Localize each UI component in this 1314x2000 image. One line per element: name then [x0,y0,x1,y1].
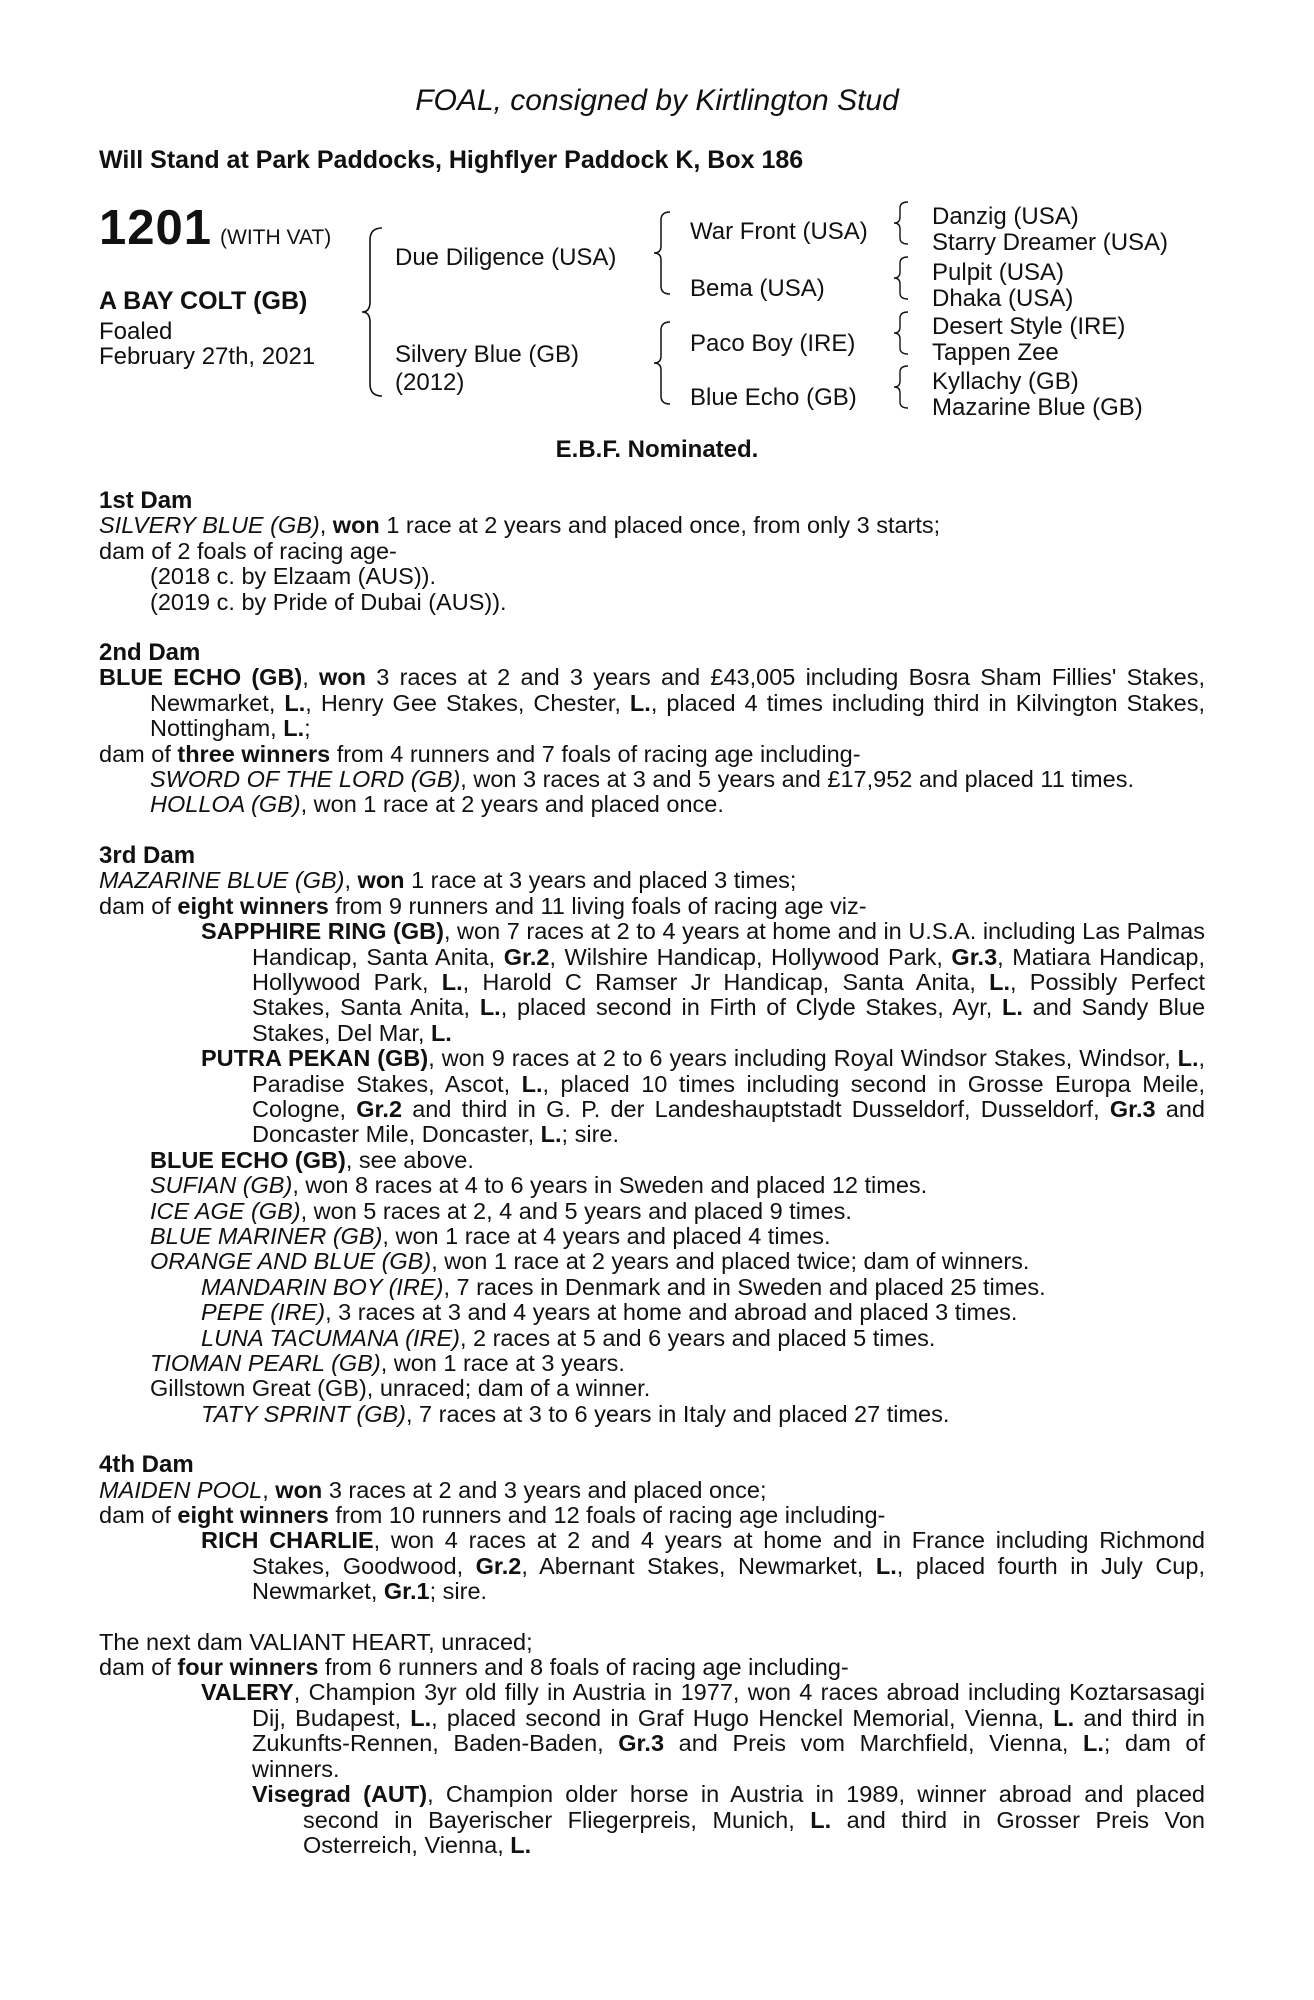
first-dam-record: SILVERY BLUE (GB), won 1 race at 2 years and placed once, from only 3 starts; [99,512,941,539]
progeny-entry [99,1249,1205,1274]
foaled-date: February 27th, 2021 [99,343,316,370]
text: and third in Zukunfts-Rennen, Baden-Baden, [252,1704,1205,1757]
text: , won 8 races at 4 to 6 years in Sweden and placed 12 times. [292,1172,928,1199]
listed-label: L. [521,1070,543,1097]
text: , won 1 race at 3 years. [380,1350,625,1376]
grand-progeny-entry [99,1326,1205,1351]
won-label: won [332,512,380,539]
foaled-label: Foaled [99,318,173,345]
group-label: Gr.2 [503,943,550,970]
grand-progeny-entry [99,1402,1205,1427]
listed-label: L. [540,1121,562,1148]
progeny-entry [99,1148,1205,1173]
listed-label: L. [1177,1045,1199,1072]
progeny-name: ORANGE AND BLUE (GB) [150,1248,432,1275]
text: , 2 races at 5 and 6 years and placed 5 times. [459,1324,936,1351]
listed-label: L. [430,1019,452,1046]
progeny-name: TIOMAN PEARL (GB) [150,1350,381,1376]
ebf-nominated: E.B.F. Nominated. [555,436,759,463]
text: from 10 runners and 12 foals of racing age including- [328,1502,886,1529]
progeny-entry: Gillstown Great (GB), unraced; dam of a winner. [150,1375,651,1402]
listed-label: L. [1002,994,1023,1021]
text: , placed 10 times including second in Grosse Europa Meile, Cologne, [252,1070,1205,1122]
third-dam-record: MAZARINE BLUE (GB), won 1 race at 3 years and placed 3 times; [99,867,797,894]
text: , placed 4 times including third in Kilvington Stakes, Nottingham, [150,689,1206,742]
progeny-name: SWORD OF THE LORD (GB) [150,766,461,793]
first-dam-produce: dam of 2 foals of racing age- [99,537,397,564]
group-label: Gr.2 [356,1095,403,1122]
text: from 6 runners and 8 foals of racing age including- [318,1654,849,1681]
winners-count: four winners [177,1654,319,1681]
horse-description: A BAY COLT (GB) [99,287,308,315]
second-dam-name: BLUE ECHO (GB) [99,664,303,691]
pedigree-dam-sire: Paco Boy (IRE) [690,330,856,357]
pedigree-brace-sd [892,255,912,301]
fourth-dam-heading: 4th Dam [99,1451,194,1479]
text: and third in G. P. der Landeshauptstadt Dusseldorf, Dusseldorf, [402,1095,1110,1122]
listed-label: L. [1083,1730,1104,1757]
text: dam of [99,1502,178,1529]
vat-note: (WITH VAT) [220,226,332,249]
text: , see above. [345,1146,474,1173]
text: from 9 runners and 11 living foals of racing age viz- [328,892,867,919]
second-dam-heading: 2nd Dam [99,639,201,667]
listed-label: L. [1053,1704,1075,1731]
progeny-name: BLUE ECHO (GB) [150,1146,346,1173]
listed-label: L. [989,968,1011,995]
listed-label: L. [479,994,501,1021]
text: , Paradise Stakes, Ascot, [252,1045,1206,1097]
text: and Preis vom Marchfield, Vienna, [664,1730,1084,1757]
text: ; dam of winners. [252,1730,1205,1782]
second-dam-produce [99,742,1205,767]
pedigree-sire-sire: War Front (USA) [690,218,868,245]
group-label: Gr.3 [1109,1095,1156,1122]
text: and Sandy Blue Stakes, Del Mar, [252,994,1206,1046]
fourth-dam-record: MAIDEN POOL, won 3 races at 2 and 3 years and placed once; [99,1476,767,1503]
progeny-name: Visegrad (AUT) [252,1781,428,1808]
pedigree-sdd: Dhaka (USA) [932,285,1074,312]
text: , Harold C Ramser Jr Handicap, Santa Anita, [462,968,990,995]
text: , won 4 races at 2 and 4 years at home and in France including Richmond Stakes, Goodwood, [252,1527,1205,1579]
pedigree-sds: Pulpit (USA) [932,259,1065,286]
next-dam-section [99,1630,1205,1859]
pedigree-brace-dd [892,364,912,410]
foal-entry: (2018 c. by Elzaam (AUS)). [150,563,437,590]
won-label: won [357,867,405,894]
listed-label: L. [283,715,305,742]
third-dam-section [99,843,1205,1427]
text: , placed second in Graf Hugo Henckel Memorial, Vienna, [431,1704,1054,1731]
winners-count: three winners [177,740,331,767]
text: 1 race at 2 years and placed once, from only 3 starts; [379,512,941,539]
pedigree-dam-dam: Blue Echo (GB) [690,384,857,411]
third-dam-heading: 3rd Dam [99,841,196,869]
listed-label: L. [410,1704,432,1731]
text: , won 9 races at 2 to 6 years including Royal Windsor Stakes, Windsor, [428,1045,1178,1072]
pedigree-dds: Kyllachy (GB) [932,368,1079,395]
text: 1 race at 3 years and placed 3 times; [404,867,797,894]
progeny-entry [99,1528,1205,1604]
foal-entry: (2019 c. by Pride of Dubai (AUS)). [150,588,507,615]
catalogue-body [99,488,1205,1883]
consignor-line: FOAL, consigned by Kirtlington Stud [415,84,899,117]
pedigree-brace-dam [652,320,674,406]
text: , placed fourth in July Cup, Newmarket, [252,1552,1205,1605]
progeny-name: SUFIAN (GB) [150,1172,293,1199]
pedigree-brace-main [360,226,386,398]
won-label: won [275,1476,323,1503]
text: , Champion 3yr old filly in Austria in 1977, won 4 races abroad including Koztarsasagi Dij, Budapest, [252,1679,1205,1731]
group-label: Gr.2 [475,1552,522,1579]
progeny-name: LUNA TACUMANA (IRE) [201,1324,460,1351]
text: , won 1 race at 2 years and placed once. [300,791,724,818]
text: , 3 races at 3 and 4 years at home and abroad and placed 3 times. [325,1299,1018,1326]
progeny-name: VALERY [201,1679,294,1706]
pedigree-sire: Due Diligence (USA) [395,244,617,271]
progeny-name: PEPE (IRE) [201,1299,326,1326]
lot-number: 1201 [99,201,213,255]
third-dam-produce [99,894,1205,919]
text: , Wilshire Handicap, Hollywood Park, [549,943,952,970]
second-dam-record: BLUE ECHO (GB), won 3 races at 2 and 3 years and £43,005 including Bosra Sham Fillies' Stakes, Newmarket, L., Henry Gee Stakes, Chester, L., placed 4 times including third in Kilvington Stakes, Nottingham, L.; [99,664,1206,742]
progeny-entry [99,1351,1205,1376]
text: , won 5 races at 2, 4 and 5 years and placed 9 times. [300,1197,852,1224]
next-dam-record: The next dam VALIANT HEART, unraced; [99,1628,533,1655]
progeny-name: SAPPHIRE RING (GB) [201,918,444,945]
progeny-entry [99,1199,1205,1224]
fourth-dam-produce [99,1503,1205,1528]
progeny-name: ICE AGE (GB) [150,1197,301,1224]
first-dam-name: SILVERY BLUE (GB) [99,512,320,539]
progeny-name: PUTRA PEKAN (GB) [201,1045,429,1072]
pedigree-sss: Danzig (USA) [932,203,1079,230]
pedigree-ddd: Mazarine Blue (GB) [932,394,1143,421]
pedigree-sire-dam: Bema (USA) [690,275,825,302]
progeny-entry [99,767,1205,792]
pedigree-brace-sire [652,210,674,296]
stabling-line: Will Stand at Park Paddocks, Highflyer Paddock K, Box 186 [99,146,804,174]
grand-progeny-entry [99,1300,1205,1325]
listed-label: L. [510,1831,532,1858]
text: dam of [99,1654,178,1681]
pedigree-brace-ss [892,200,912,246]
text: ; sire. [429,1578,488,1605]
group-label: Gr.3 [951,943,998,970]
text: ; [304,715,311,742]
progeny-entry [99,792,1205,817]
text: , Henry Gee Stakes, Chester, [305,689,630,716]
progeny-name: RICH CHARLIE [201,1527,374,1554]
listed-label: L. [875,1552,897,1579]
grand-progeny-entry [99,1782,1205,1858]
listed-label: L. [284,689,306,716]
text: , Champion older horse in Austria in 1989, winner abroad and placed second in Bayerischer Fliegerpreis, Munich, [303,1781,1205,1833]
group-label: Gr.1 [383,1578,430,1605]
pedigree-dsd: Tappen Zee [932,339,1059,366]
text: and third in Grosser Preis Von Osterreich, Vienna, [303,1806,1206,1858]
text: 3 races at 2 and 3 years and £43,005 including Bosra Sham Fillies' Stakes, Newmarket, [150,664,1206,716]
won-label: won [319,664,367,691]
text: , Matiara Handicap, Hollywood Park, [252,943,1205,995]
progeny-entry [99,1046,1205,1148]
next-dam-produce [99,1655,1205,1680]
listed-label: L. [629,689,651,716]
text: dam of [99,892,178,919]
text: , won 1 race at 4 years and placed 4 times. [382,1222,831,1249]
progeny-name: TATY SPRINT (GB) [201,1400,406,1427]
text: from 4 runners and 7 foals of racing age including- [330,740,861,767]
first-dam-section [99,488,1205,615]
text: , won 1 race at 2 years and placed twice; dam of winners. [431,1248,1030,1275]
text: dam of [99,740,178,767]
text: , Abernant Stakes, Newmarket, [521,1552,876,1579]
text: , 7 races at 3 to 6 years in Italy and placed 27 times. [405,1400,950,1427]
text: , won 3 races at 3 and 5 years and £17,952 and placed 11 times. [460,766,1134,793]
pedigree-ssd: Starry Dreamer (USA) [932,229,1169,256]
progeny-entry [99,1680,1205,1782]
text: , 7 races in Denmark and in Sweden and placed 25 times. [443,1273,1046,1300]
progeny-name: BLUE MARINER (GB) [150,1222,383,1249]
text: , placed second in Firth of Clyde Stakes, Ayr, [500,994,1003,1021]
lot-number-block [99,200,331,256]
third-dam-name: MAZARINE BLUE (GB) [99,867,345,894]
grand-progeny-entry [99,1275,1205,1300]
text: ; sire. [561,1121,620,1148]
winners-count: eight winners [177,1502,329,1529]
text: , Possibly Perfect Stakes, Santa Anita, [252,968,1205,1021]
text: and Doncaster Mile, Doncaster, [252,1095,1205,1148]
text: 3 races at 2 and 3 years and placed once; [322,1476,767,1503]
progeny-name: MANDARIN BOY (IRE) [201,1273,444,1300]
second-dam-section [99,640,1205,818]
pedigree-dam: Silvery Blue (GB) [395,341,580,368]
progeny-entry [99,1224,1205,1249]
winners-count: eight winners [177,892,329,919]
listed-label: L. [810,1806,832,1833]
listed-label: L. [441,968,463,995]
fourth-dam-section [99,1452,1205,1604]
pedigree-brace-ds [892,310,912,356]
pedigree-dss: Desert Style (IRE) [932,313,1126,340]
text: , won 7 races at 2 to 4 years at home and in U.S.A. including Las Palmas Handicap, Santa Anita, [252,918,1205,970]
progeny-name: HOLLOA (GB) [150,791,301,818]
progeny-entry [99,919,1205,1046]
first-dam-heading: 1st Dam [99,487,193,514]
progeny-entry [99,1173,1205,1198]
pedigree-dam-year: (2012) [395,369,465,396]
fourth-dam-name: MAIDEN POOL [99,1476,263,1503]
group-label: Gr.3 [618,1730,665,1757]
